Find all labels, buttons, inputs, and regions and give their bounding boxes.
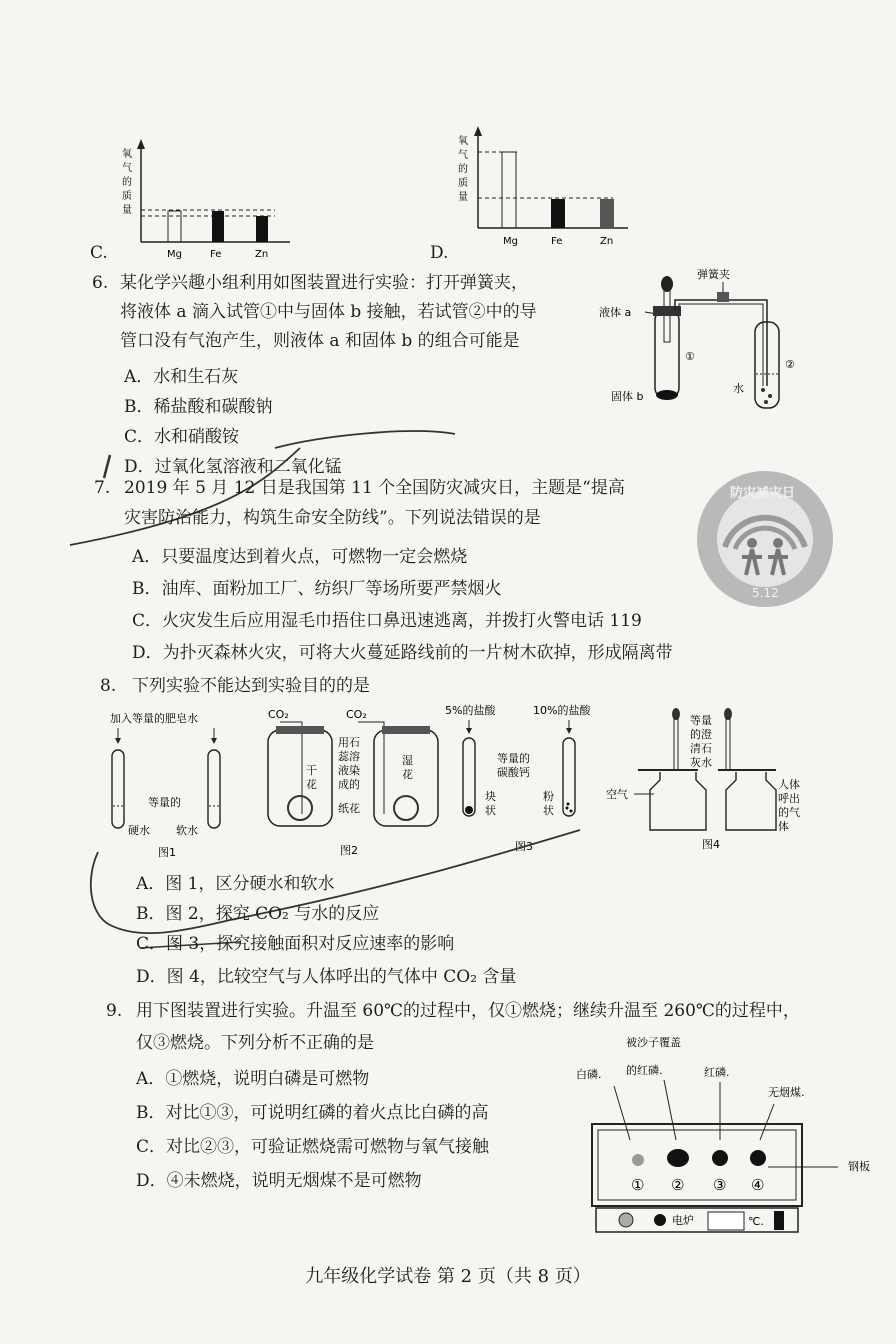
chart-c-y-arrow	[137, 139, 145, 149]
q6-clamp-label: 弹簧夹	[697, 268, 730, 281]
q6-number: 6.	[92, 273, 109, 293]
q7-option-b: B．油库、面粉加工厂、纺织厂等场所要严禁烟火	[132, 579, 502, 599]
chart-c-ylabel-0: 氧	[122, 149, 132, 160]
q9-num-4: ④	[751, 1176, 765, 1194]
q9-apparatus	[568, 1030, 888, 1240]
q6-delivery-tube	[675, 300, 767, 386]
q6-line-1: 某化学兴趣小组利用如图装置进行实验：打开弹簧夹，	[120, 273, 528, 293]
q6-tube2-label: ②	[785, 358, 795, 371]
fig4-breath-2: 的气	[778, 806, 800, 819]
fig4-breath-1: 呼出	[778, 792, 800, 805]
chart-c-bar-zn	[256, 216, 268, 242]
q9-thermometer-display	[708, 1212, 744, 1230]
chart-d	[448, 124, 648, 254]
q7-option-a: A．只要温度达到着火点，可燃物一定会燃烧	[132, 547, 468, 567]
q9-white-label: 白磷.	[576, 1068, 602, 1081]
q8-option-a: A．图 1，区分硬水和软水	[136, 874, 335, 894]
q9-coal-label: 无烟煤.	[768, 1086, 805, 1099]
fig1-mid: 等量的	[148, 796, 181, 809]
q9-covered-0: 被沙子覆盖	[626, 1036, 681, 1049]
q6-tube1-label: ①	[685, 350, 695, 363]
q7-number: 7.	[94, 478, 111, 498]
q6-line-3: 管口没有气泡产生，则液体 a 和固体 b 的组合可能是	[120, 331, 520, 351]
chart-d-ylabel-0: 氧	[458, 136, 468, 147]
q9-line-1: 用下图装置进行实验。升温至 60℃的过程中，仅①燃烧；继续升温至 260℃的过程中，	[136, 1001, 800, 1021]
fig2-wet-1: 花	[402, 768, 413, 781]
q6-line-2: 将液体 a 滴入试管①中与固体 b 接触，若试管②中的导	[120, 302, 537, 322]
q6-apparatus	[595, 262, 820, 417]
pencil-arc-top	[275, 431, 455, 448]
disaster-day-logo	[690, 467, 840, 612]
fig4-bottle-breath	[726, 772, 776, 830]
fig4-caption: 图4	[702, 838, 720, 851]
chart-d-tick-fe: Fe	[551, 236, 563, 247]
fig1-tube-left	[112, 750, 124, 828]
fig1-top: 加入等量的肥皂水	[110, 712, 198, 725]
q9-covered-red-phosphorus	[667, 1149, 689, 1167]
fig3-tube-left	[463, 738, 475, 816]
chart-d-ylabel-2: 的	[458, 164, 468, 175]
chart-c-ylabel-2: 的	[122, 177, 132, 188]
fig2-co2-a: CO₂	[268, 708, 289, 721]
fig2-bottle-dry	[268, 730, 332, 826]
q9-plate-label: 钢板	[848, 1160, 870, 1173]
q9-num-3: ③	[713, 1176, 727, 1194]
fig3-mid-1: 碳酸钙	[497, 766, 530, 779]
q9-option-c: C．对比②③，可验证燃烧需可燃物与氧气接触	[136, 1137, 490, 1157]
fig4-breath-3: 体	[778, 820, 789, 833]
fig4-top-0: 等量	[690, 714, 712, 727]
fig4-top-2: 清石	[690, 742, 712, 755]
q9-covered-1: 的红磷.	[626, 1064, 663, 1077]
fig2-dry-0: 干	[306, 764, 317, 777]
fig2-caption: 图2	[340, 844, 358, 857]
q9-white-phosphorus	[632, 1154, 644, 1166]
fig4-top-3: 灰水	[690, 756, 712, 769]
q9-option-b: B．对比①③，可说明红磷的着火点比白磷的高	[136, 1103, 489, 1123]
fig3-mid-0: 等量的	[497, 752, 530, 765]
chart-d-tick-zn: Zn	[600, 236, 614, 247]
q9-line-2: 仅③燃烧。下列分析不正确的是	[136, 1033, 374, 1053]
fig2-label-0: 用石	[338, 736, 360, 749]
fig3-block-1: 状	[485, 804, 496, 817]
q9-num-2: ②	[671, 1176, 685, 1194]
q7-option-c: C．火灾发生后应用湿毛巾捂住口鼻迅速逃离，并拨打火警电话 119	[132, 611, 642, 631]
q7-line-2: 灾害防治能力，构筑生命安全防线”。下列说法错误的是	[124, 508, 541, 528]
q6-liquid-label: 液体 a	[599, 306, 632, 319]
chart-c-ylabel-4: 量	[122, 205, 132, 216]
fig2-label-4: 纸花	[338, 802, 360, 815]
fig4-air: 空气	[606, 788, 628, 801]
chart-d-ylabel-4: 量	[458, 192, 468, 203]
q6-tube-1	[655, 310, 679, 398]
chart-c-tick-zn: Zn	[255, 249, 269, 260]
q9-box	[592, 1124, 802, 1206]
q6-option-d: D．过氧化氢溶液和二氧化锰	[124, 457, 342, 477]
fig2-wet-0: 湿	[402, 754, 413, 767]
page-footer: 九年级化学试卷 第 2 页（共 8 页）	[305, 1266, 591, 1287]
q9-number: 9.	[106, 1001, 123, 1021]
chart-d-label: D.	[430, 243, 449, 263]
chart-c-ylabel-3: 质	[122, 191, 132, 202]
chart-d-tick-mg: Mg	[503, 236, 518, 247]
q7-line-1: 2019 年 5 月 12 日是我国第 11 个全国防灾减灾日，主题是“提高	[124, 478, 625, 498]
chart-d-bar-zn	[600, 199, 614, 228]
q6-option-a: A．水和生石灰	[124, 367, 239, 387]
fig3-block-0: 块	[485, 790, 496, 803]
q9-unit: ℃.	[748, 1215, 764, 1228]
chart-c	[110, 135, 310, 265]
fig4-bottle-air	[650, 772, 706, 830]
chart-d-bar-fe	[551, 199, 565, 228]
fig2-co2-b: CO₂	[346, 708, 367, 721]
q6-water-label: 水	[733, 382, 744, 395]
q9-option-a: A．①燃烧，说明白磷是可燃物	[136, 1069, 370, 1089]
q6-solid-b	[656, 390, 678, 400]
fig3-acid1: 5%的盐酸	[445, 704, 496, 717]
fig4-breath-0: 人体	[778, 778, 800, 791]
chart-c-label: C.	[90, 243, 108, 263]
q9-coal	[750, 1150, 766, 1166]
fig2-dry-1: 花	[306, 778, 317, 791]
q8-stem: 下列实验不能达到实验目的的是	[132, 676, 370, 696]
q9-stove-label: 电炉	[672, 1214, 694, 1227]
q9-red-phosphorus	[712, 1150, 728, 1166]
q9-pointer-1	[614, 1086, 630, 1140]
q8-option-d: D．图 4，比较空气与人体呼出的气体中 CO₂ 含量	[136, 967, 517, 987]
chart-d-y-arrow	[474, 126, 482, 136]
tick-mark	[104, 455, 110, 478]
q9-pointer-2	[664, 1080, 676, 1140]
fig1-caption: 图1	[158, 846, 176, 858]
fig1-tube-right	[208, 750, 220, 828]
chart-c-bar-fe	[212, 211, 224, 242]
fig2-label-1: 蕊溶	[338, 750, 360, 763]
q9-pointer-4	[760, 1104, 774, 1140]
fig3-caption: 图3	[515, 840, 533, 853]
fig4-top-1: 的澄	[690, 728, 712, 741]
fig1-right: 软水	[176, 824, 198, 837]
chart-c-tick-mg: Mg	[167, 249, 182, 260]
logo-date: 5.12	[752, 586, 779, 600]
q9-red-label: 红磷.	[704, 1066, 730, 1079]
chart-c-ylabel-1: 气	[122, 163, 132, 174]
q9-option-d: D．④未燃烧，说明无烟煤不是可燃物	[136, 1171, 422, 1191]
chart-d-ylabel-3: 质	[458, 178, 468, 189]
q8-option-b: B．图 2，探究 CO₂ 与水的反应	[136, 904, 380, 924]
q8-fig4	[598, 700, 828, 855]
fig3-powder-0: 粉	[543, 790, 554, 803]
q8-option-c: C．图 3，探究接触面积对反应速率的影响	[136, 934, 455, 954]
q8-number: 8.	[100, 676, 117, 696]
fig3-powder-1: 状	[543, 804, 554, 817]
q6-option-b: B．稀盐酸和碳酸钠	[124, 397, 273, 417]
q7-option-d: D．为扑灭森林火灾，可将大火蔓延路线前的一片树木砍掉，形成隔离带	[132, 643, 673, 663]
chart-d-bar-mg	[502, 152, 516, 228]
q9-num-1: ①	[631, 1176, 645, 1194]
q6-stopper-1	[653, 306, 681, 316]
chart-d-ylabel-1: 气	[458, 150, 468, 161]
q6-option-c: C．水和硝酸铵	[124, 427, 240, 447]
q6-solid-label: 固体 b	[611, 390, 644, 403]
q6-clamp	[717, 292, 729, 302]
fig1-left: 硬水	[128, 824, 150, 837]
fig2-label-3: 成的	[338, 778, 360, 791]
fig3-acid2: 10%的盐酸	[533, 704, 591, 717]
fig2-label-2: 液染	[338, 764, 360, 777]
logo-title: 防灾减灾日	[730, 486, 796, 501]
chart-c-tick-fe: Fe	[210, 249, 222, 260]
